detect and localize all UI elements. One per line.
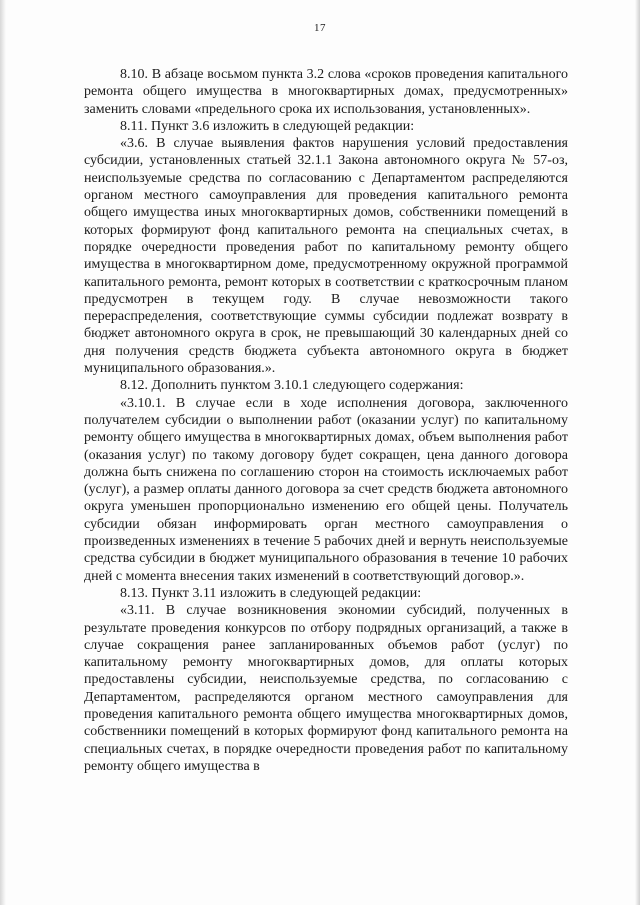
paragraph-3-6: «3.6. В случае выявления фактов нарушения условий предоставления субсидии, установленных статьей 32.1.1 Закона автономного округа № 57-оз, неиспользуемые средства по согласованию с Департаментом распределяются органом местного самоуправления для проведения капитального ремонта общего имущества иных многоквартирных домов, собственники помещений в которых формируют фонд капитального ремонта на специальных счетах, в порядке очередности проведения работ по капитальному ремонту общего имущества в многоквартирном доме, предусмотренному окружной программой капитального ремонта, ремонт которых в соответствии с краткосрочным планом предусмотрен в текущем году. В случае невозможности такого перераспределения, соответствующие суммы субсидии подлежат возврату в бюджет автономного округа в срок, не превышающий 30 календарных дней со дня получения средств бюджета субъекта автономного округа в бюджет муниципального образования.».: [84, 136, 568, 377]
paragraph-8-10: 8.10. В абзаце восьмом пункта 3.2 слова «сроков проведения капитального ремонта общего имущества в многоквартирных домах, предусмотренных» заменить словами «предельного срока их использования, установленных».: [84, 67, 568, 117]
document-body: [84, 66, 568, 775]
paragraph-8-13: 8.13. Пункт 3.11 изложить в следующей редакции:: [120, 585, 422, 601]
paragraph-3-11: «3.11. В случае возникновения экономии субсидий, полученных в результате проведения конкурсов по отбору подрядных организаций, а также в случае сокращения ранее запланированных объемов работ (услуг) по капитальному ремонту многоквартирных домов, для оплаты которых предоставлены субсидии, неиспользуемые средства, по согласованию с Департаментом, распределяются органом местного самоуправления для проведения капитального ремонта общего имущества многоквартирных домов, собственники помещений в которых формируют фонд капитального ремонта на специальных счетах, в порядке очередности проведения работ по капитальному ремонту общего имущества в: [84, 603, 568, 774]
paragraph-8-11: 8.11. Пункт 3.6 изложить в следующей редакции:: [120, 118, 415, 134]
page-number: 17: [314, 22, 326, 34]
paragraph-3-10-1: «3.10.1. В случае если в ходе исполнения договора, заключенного получателем субсидии о выполнении работ (оказании услуг) по капитальному ремонту общего имущества в многоквартирных домах, объем выполнения работ (оказания услуг) по такому договору будет сокращен, цена данного договора должна быть снижена по соглашению сторон на стоимость исключаемых работ (услуг), а размер оплаты данного договора за счет средств бюджета автономного округа уменьшен пропорционально изменению его общей цены. Получатель субсидии обязан информировать орган местного самоуправления о произведенных изменениях в течение 5 рабочих дней и вернуть неиспользуемые средства субсидии в бюджет муниципального образования в течение 10 рабочих дней с момента внесения таких изменений в соответствующий договор.».: [84, 395, 568, 584]
scan-edge-right: [635, 0, 640, 905]
scan-edge-left: [0, 0, 6, 905]
paragraph-8-12: 8.12. Дополнить пунктом 3.10.1 следующего содержания:: [120, 378, 464, 394]
